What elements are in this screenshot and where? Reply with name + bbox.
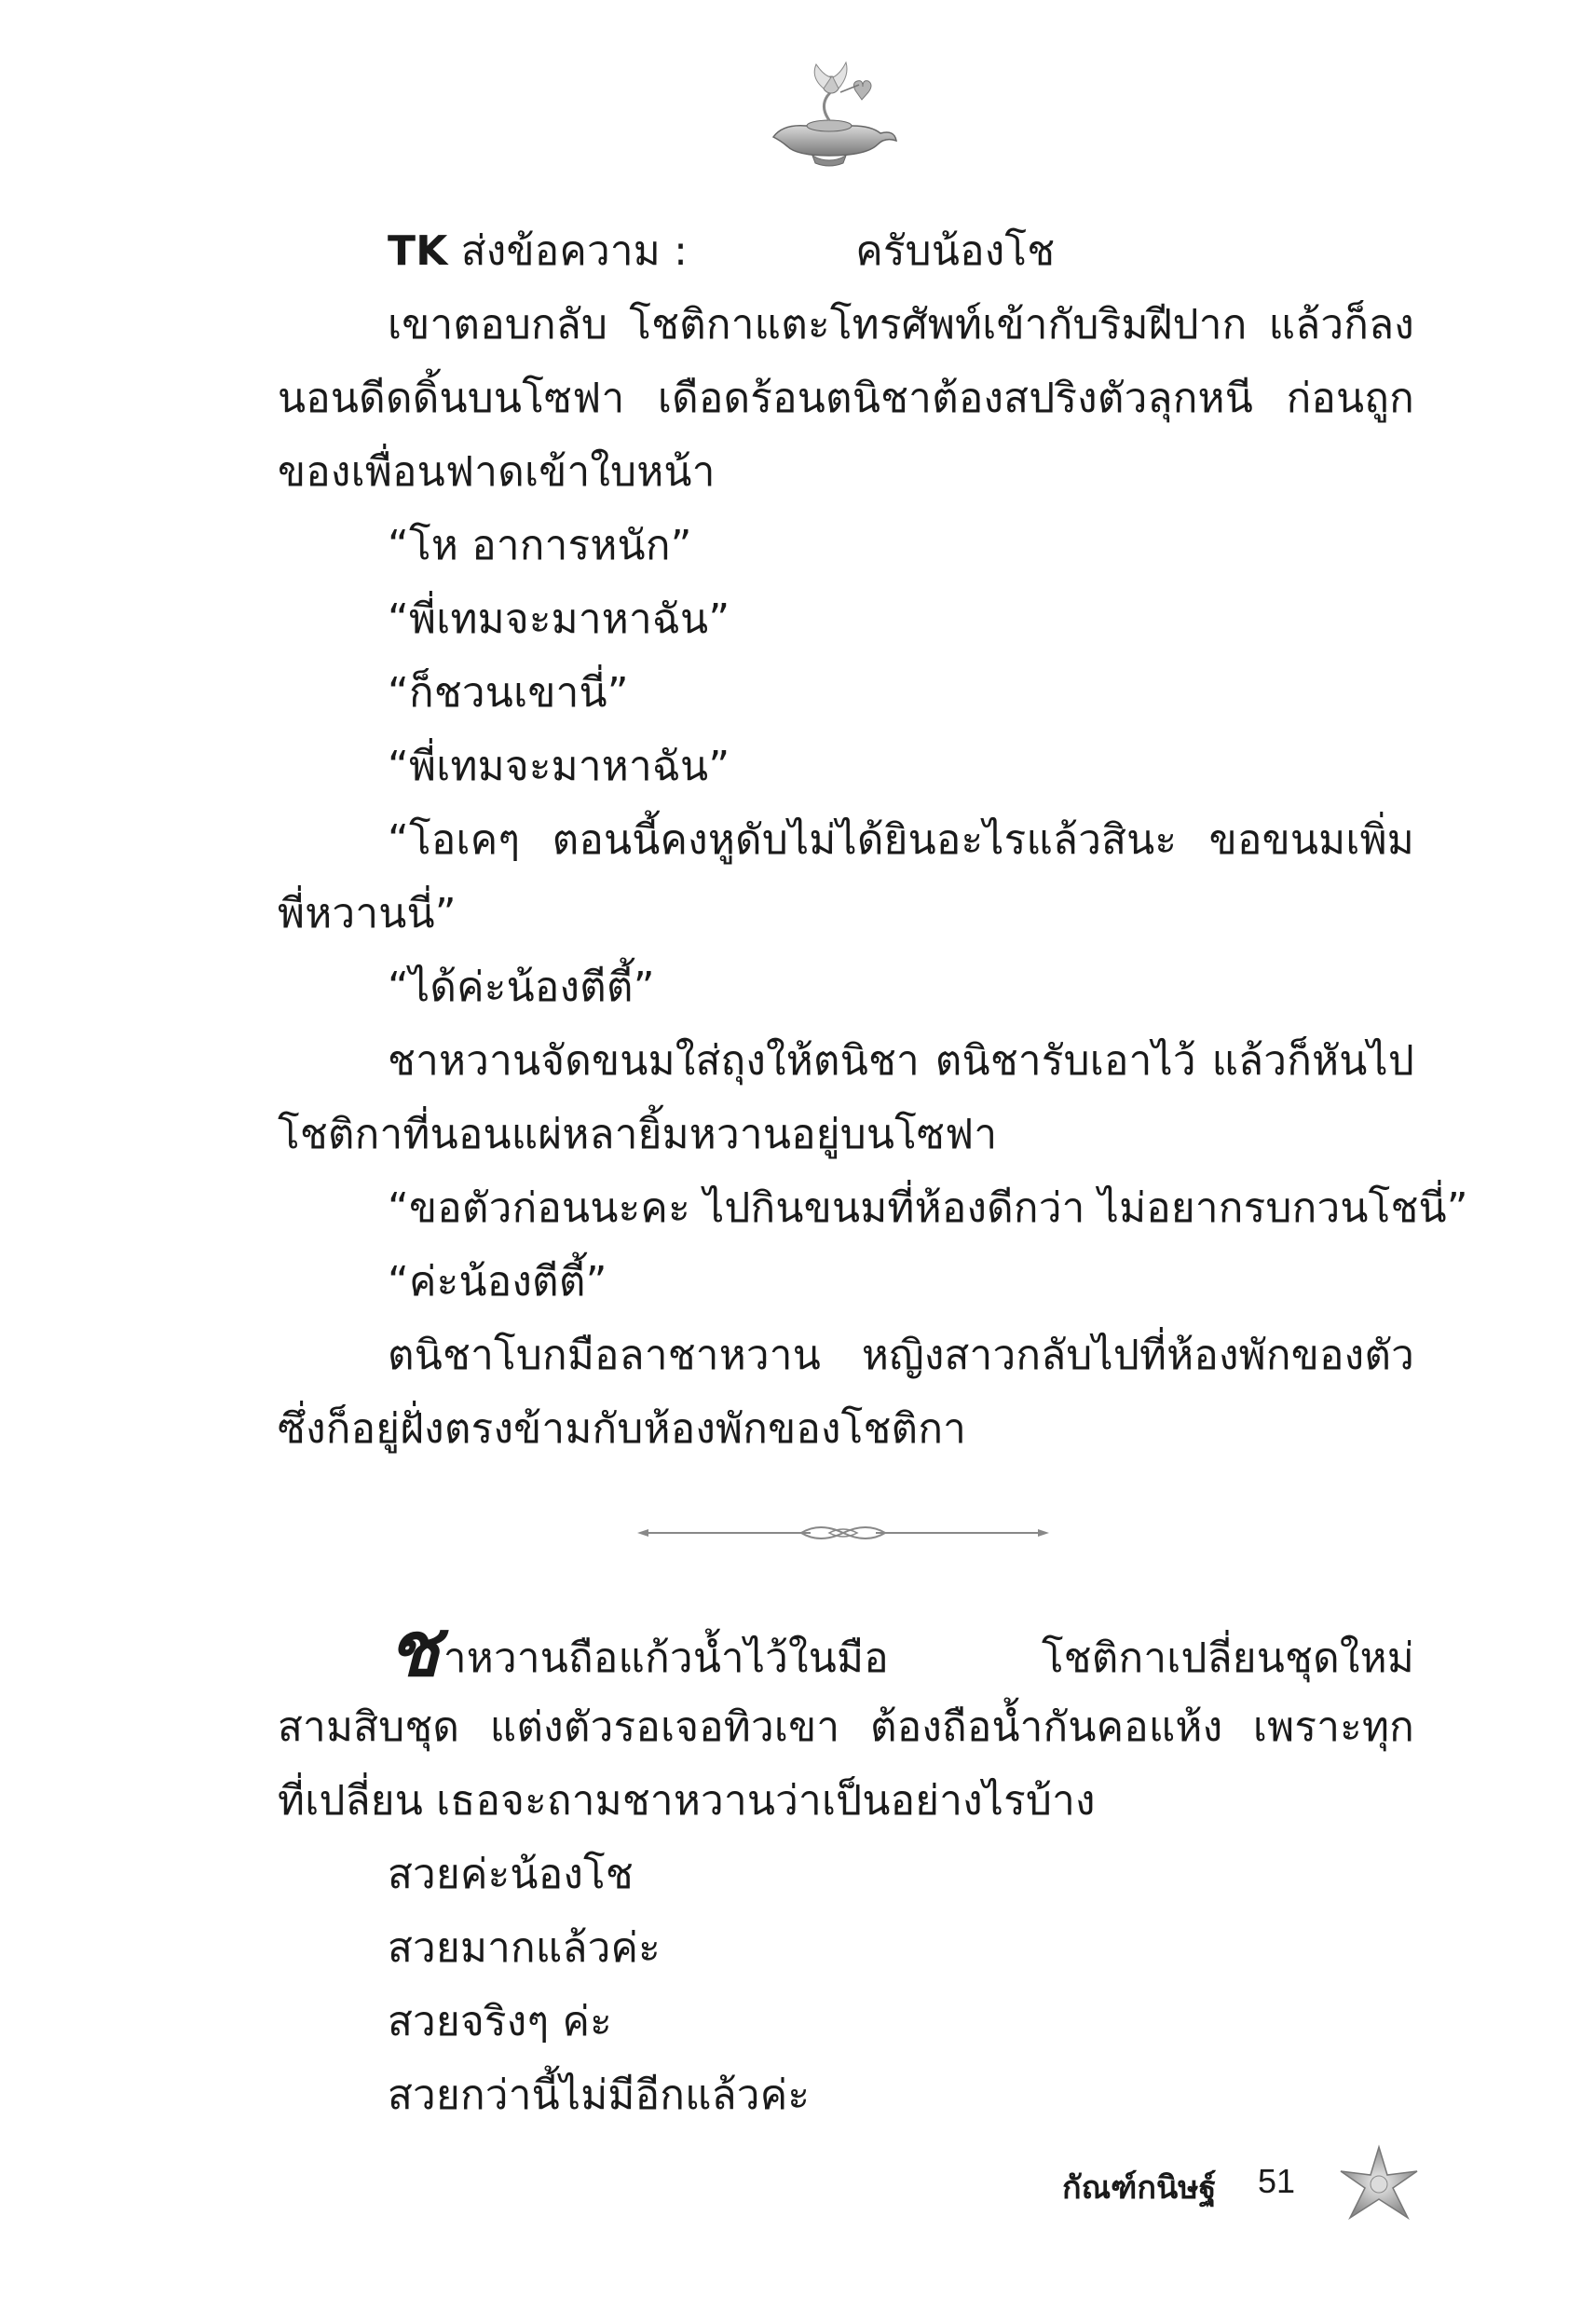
dialogue-line: “โอเคๆ ตอนนี้คงหูดับไม่ได้ยินอะไรแล้วสินะ ขอขนมเพิ่ม (388, 816, 1414, 864)
short-line: สวยค่ะน้องโช (388, 1851, 634, 1898)
dialogue-line: “พี่เทมจะมาหาฉัน” (388, 595, 730, 643)
paragraph-line: ซึ่งก็อยู่ฝั่งตรงข้ามกับห้องพักของโชติกา (278, 1405, 967, 1453)
chapter-text-part2 (278, 1617, 1414, 2132)
short-line: สวยจริงๆ ค่ะ (388, 1998, 612, 2045)
dialogue-line: “ได้ค่ะน้องตีตี้” (388, 964, 655, 1011)
star-ornament-icon (1337, 2143, 1421, 2227)
paragraph-line: ของเพื่อนฟาดเข้าใบหน้า (278, 448, 716, 496)
section-opening-line (278, 1617, 1414, 1690)
paragraph-line: โชติกาที่นอนแผ่หลายิ้มหวานอยู่บนโซฟา (278, 1111, 998, 1158)
paragraph-line: ชาหวานจัดขนมใส่ถุงให้ตนิชา ตนิชารับเอาไว้ แล้วก็หันไป (388, 1037, 1414, 1085)
chapter-text-part1 (278, 214, 1468, 1466)
dialogue-line: “ก็ชวนเขานี่” (388, 669, 629, 717)
dialogue-line: “ขอตัวก่อนนะคะ ไปกินขนมที่ห้องดีกว่า ไม่อยากรบกวนโชนี่” (388, 1184, 1468, 1232)
paragraph-line: สามสิบชุด แต่งตัวรอเจอทิวเขา ต้องถือน้ำกันคอแห้ง เพราะทุก (278, 1703, 1414, 1751)
short-line: สวยมากแล้วค่ะ (388, 1924, 661, 1972)
paragraph-line: ที่เปลี่ยน เธอจะถามชาหวานว่าเป็นอย่างไรบ้าง (278, 1777, 1096, 1825)
dialogue-line: พี่หวานนี่” (278, 890, 457, 937)
message-sender: TK (388, 227, 448, 275)
opening-line-text: าหวานถือแก้วน้ำไว้ในมือ โชติกาเปลี่ยนชุดใหม่ (443, 1634, 1414, 1682)
paragraph-line: ตนิชาโบกมือลาชาหวาน หญิงสาวกลับไปที่ห้องพักของตัว (388, 1332, 1414, 1379)
short-line: สวยกว่านี้ไม่มีอีกแล้วค่ะ (388, 2072, 811, 2119)
flourish-divider-icon (634, 1514, 1053, 1552)
paragraph-line: นอนดีดดิ้นบนโซฟา เดือดร้อนตนิชาต้องสปริงตัวลุกหนี ก่อนถูก (278, 375, 1414, 422)
dialogue-line: “โห อาการหนัก” (388, 522, 692, 569)
paragraph-line: เขาตอบกลับ โชติกาแตะโทรศัพท์เข้ากับริมฝีปาก แล้วก็ลง (388, 301, 1414, 349)
dialogue-line: “พี่เทมจะมาหาฉัน” (388, 743, 730, 790)
genie-lamp-cupid-icon (755, 51, 904, 172)
drop-cap: ช (388, 1617, 440, 1690)
dialogue-line: “ค่ะน้องตีตี้” (388, 1258, 607, 1306)
running-title: กัณฑ์กนิษฐ์ (1062, 2169, 1217, 2207)
message-label: ส่งข้อความ : (460, 227, 689, 275)
message-text: ครับน้องโช (855, 227, 1056, 275)
page-number: 51 (1258, 2162, 1296, 2200)
message-line (278, 214, 1414, 288)
page-footer (1062, 2143, 1463, 2227)
